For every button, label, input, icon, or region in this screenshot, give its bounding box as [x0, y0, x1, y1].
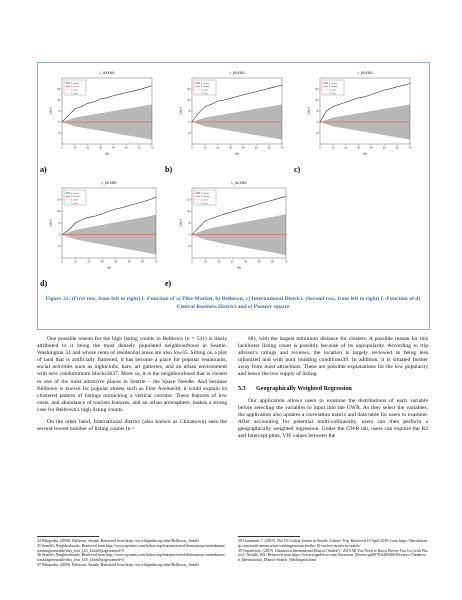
right-column — [238, 336, 428, 440]
legend-label: L_obs(r) — [71, 192, 80, 195]
x-tick-label: 50 — [127, 260, 131, 264]
figure-caption: Figure 21: (First row, from left to right) L-Function of a) Pike-Market, b) Belltown, c) International District. (Second row, from left to right) L-Function of d) Central Business District and e) Pioneer square — [45, 296, 421, 310]
panel-letter-d: d) — [40, 279, 48, 288]
left-column — [37, 336, 227, 433]
footnotes-right — [238, 536, 428, 563]
chart-a-svg — [48, 68, 156, 156]
y-tick-label: -5 — [57, 245, 60, 249]
legend-label: L_obs(r) — [329, 82, 338, 85]
y-tick-label: 15 — [187, 198, 190, 202]
x-tick-label: 70 — [150, 146, 154, 150]
legend-label: L_obs(r) — [201, 82, 210, 85]
y-tick-label: -5 — [187, 245, 190, 249]
y-tick-label: -5 — [187, 131, 190, 135]
legend-label: L_lo(r) — [329, 92, 336, 95]
chart-panel-c — [306, 68, 414, 156]
x-tick-label: 0 — [61, 260, 63, 264]
legend-label: L_theo(r) — [201, 196, 210, 199]
y-tick-label: 5 — [188, 221, 190, 225]
legend-label: L_lo(r) — [71, 92, 78, 95]
legend-label: L_theo(r) — [329, 86, 338, 89]
x-axis-label: dist — [236, 265, 242, 270]
panel-letter-b: b) — [165, 165, 173, 174]
x-axis-label: dist — [362, 151, 368, 156]
panel-letter-e: e) — [165, 279, 172, 288]
x-tick-label: 60 — [137, 146, 141, 150]
x-tick-label: 70 — [154, 260, 158, 264]
x-tick-label: 60 — [395, 146, 399, 150]
x-tick-label: 0 — [191, 260, 193, 264]
footnote: 35 Seattle's Neighborhoods. Retrieved from http://www.nytimes.com/fodors/top/features/travel/destinations/unitedstates/washingtonseattle/fdrs_feat_143_4.html?pagewanted=3 — [37, 543, 226, 553]
x-axis-label: dist — [104, 151, 110, 156]
x-tick-label: 20 — [86, 146, 90, 150]
legend-label: L_obs(r) — [201, 192, 210, 195]
footnote: 37 Wikipedia. (2009). Belltown, Seattle. Retrieved from https://en.wikipedia.org/wiki/Belltown,_Seattle — [37, 562, 200, 567]
x-axis-label: dist — [106, 265, 112, 270]
y-tick-label: 15 — [187, 87, 190, 91]
x-tick-label: 40 — [112, 146, 115, 150]
y-tick-label: 10 — [57, 98, 60, 102]
x-tick-label: 10 — [203, 146, 207, 150]
y-tick-label: 5 — [58, 221, 60, 225]
y-axis-label: L(d)-d — [48, 219, 53, 227]
x-tick-label: 70 — [280, 146, 284, 150]
x-tick-label: 10 — [73, 146, 77, 150]
y-tick-label: 5 — [316, 109, 318, 113]
chart-panel-b — [178, 68, 286, 156]
legend-label: L_lo(r) — [201, 92, 208, 95]
x-tick-label: 60 — [271, 260, 274, 264]
x-tick-label: 70 — [408, 146, 412, 150]
section-title: Geographically Weighted Regression — [256, 385, 352, 392]
x-tick-label: 30 — [357, 146, 360, 150]
legend-label: L_lo(r) — [201, 202, 208, 205]
legend-label: L_theo(r) — [71, 86, 80, 89]
x-tick-label: 50 — [254, 146, 258, 150]
panel-letter-a: a) — [40, 165, 47, 174]
legend-label: L_lo(r) — [71, 202, 78, 205]
body-paragraph: Our application allows users to examine the distributions of each variable before selecting the variables to input into the GWR. As they select the variables, the application also updates a correlation matrix and data table for users to examine. After accounting for potential multi-collinearity, users can then perform a geographically weighted regression. Under the GWR tab, users can explore the R2 and Intercept plots, VIF values between the — [238, 397, 428, 440]
x-tick-label: 10 — [204, 260, 207, 264]
x-tick-label: 50 — [382, 146, 386, 150]
y-tick-label: 10 — [187, 210, 190, 214]
chart-panel-d — [48, 178, 160, 270]
chart-e-svg — [178, 178, 290, 270]
chart-panel-e — [178, 178, 290, 270]
y-tick-label: 0 — [316, 120, 318, 124]
x-tick-label: 40 — [242, 146, 245, 150]
x-tick-label: 30 — [230, 260, 234, 264]
y-tick-label: 15 — [57, 87, 60, 91]
chart-title: L_IM-KNN — [229, 71, 245, 75]
x-tick-label: 20 — [344, 146, 348, 150]
x-tick-label: 0 — [61, 146, 63, 150]
y-axis-label: L(d)-d — [178, 107, 183, 115]
footnote: 38 Grambush, J. (2019). The 10 Coolest Streets in Seattle. Culture Trip. Retrieved 10 April 2019, from https://theculturetrip.com/north-america/usa/washington/articles/the-10-coolest-streets-in-seattle/ — [238, 539, 428, 548]
legend-label: L_hi(r) — [329, 89, 336, 92]
x-tick-label: 20 — [217, 260, 221, 264]
y-axis-label: L(d)-d — [178, 219, 183, 227]
x-tick-label: 70 — [284, 260, 288, 264]
y-tick-label: 0 — [188, 233, 190, 237]
x-tick-label: 60 — [141, 260, 144, 264]
x-tick-label: 20 — [87, 260, 91, 264]
legend-label: L_theo(r) — [201, 86, 210, 89]
x-tick-label: 50 — [257, 260, 261, 264]
x-tick-label: 30 — [99, 146, 102, 150]
body-paragraph: One possible reason for the high listing counts in Belltown (n = 541) is likely attributed to it being the most densely populated neighbourhood in Seattle, Washington 34 and whose rents of residential areas are also low35. Sitting on a plot of land that is artificially flattened, it has become a place for popular restaurants, social activities such as nightclubs, bars, art galleries, and an urban environment with new condominium blocks3637. More so, it is the neighbourhood that is closest to one of the most attractive places in Seattle – the Space Needle. And because Belltown is known for popular streets such as First Avenue38, it could explain its clustered pattern of listings mimicking a vertical corridor. These features of low costs, and abundance of tourists features, and an urban atmosphere, makes a strong case for Belltown's high listing counts. — [37, 336, 227, 413]
footnote: 36 Seattle's Neighborhoods. Retrieved from http://www.nytimes.com/fodors/top/features/travel/destinations/unitedstates/washingtonseattle/fdrs_feat_143_4.html?pagewanted=3 — [37, 553, 226, 563]
chart-d-svg — [48, 178, 160, 270]
x-tick-label: 40 — [114, 260, 118, 264]
x-tick-label: 40 — [370, 146, 373, 150]
y-axis-label: L(d)-d — [306, 107, 311, 115]
x-tick-label: 0 — [319, 146, 321, 150]
y-tick-label: 10 — [187, 98, 190, 102]
y-tick-label: 15 — [315, 87, 318, 91]
section-number: 5.3 — [238, 385, 246, 392]
legend-label: L_obs(r) — [71, 82, 80, 85]
chart-panel-a — [48, 68, 156, 156]
legend-label: L_hi(r) — [201, 89, 208, 92]
x-tick-label: 50 — [124, 146, 128, 150]
x-tick-label: 30 — [100, 260, 104, 264]
x-tick-label: 10 — [74, 260, 77, 264]
y-tick-label: 0 — [188, 120, 190, 124]
y-tick-label: 15 — [57, 198, 60, 202]
y-tick-label: -5 — [57, 131, 60, 135]
legend-label: L_hi(r) — [201, 199, 208, 202]
y-tick-label: -5 — [315, 131, 318, 135]
y-axis-label: L(d)-d — [48, 107, 53, 115]
footnote: 34 Wikipedia. (2009). Belltown, Seattle. Retrieved from https://en.wikipedia.org/wiki/Belltown,_Seattle — [37, 539, 200, 543]
y-tick-label: 5 — [58, 109, 60, 113]
chart-title: L_IM-KNN — [99, 71, 115, 75]
y-tick-label: 0 — [58, 233, 60, 237]
chart-title: L_IM-KNN — [231, 181, 247, 185]
section-heading — [238, 386, 428, 393]
body-paragraph: 68), with the largest minimum distance for clusters. A possible reason for this lackluster listing count is possibly because of its unpopularity. According to trip advisor's ratings and reviews, the location is largely reviewed as being less urbanized and with poor building conditions39. In addition, it is situated further away from most attractions. These are possible explanations for the low popularity and hence the low supply of listing. — [238, 336, 428, 378]
chart-c-svg — [306, 68, 414, 156]
chart-title: L_IM-KNN — [357, 71, 373, 75]
x-tick-label: 60 — [267, 146, 271, 150]
body-paragraph: On the other hand, International district (also known as Chinatown) sees the second lowest number of listing counts (n = — [37, 419, 227, 433]
footnotes-left — [37, 536, 227, 568]
chart-title: L_IM-KNN — [101, 181, 117, 185]
footnote: 39 Tripadvisor. (2019). Chinatown International District (Seattle) - 2019 All You Need to Know Before You Go (with Photos) - Seattle, WA. Retrieved from https://www.tripadvisor.com/Attraction_Review-g60878-d269460-Reviews-Chinatown_International_District-Seattle_Washington.html — [238, 548, 428, 563]
x-tick-label: 40 — [244, 260, 248, 264]
x-tick-label: 10 — [331, 146, 335, 150]
legend-label: L_hi(r) — [71, 89, 78, 92]
y-tick-label: 10 — [57, 210, 60, 214]
y-tick-label: 0 — [58, 120, 60, 124]
y-tick-label: 5 — [188, 109, 190, 113]
x-tick-label: 30 — [229, 146, 232, 150]
legend-label: L_hi(r) — [71, 199, 78, 202]
legend-label: L_theo(r) — [71, 196, 80, 199]
footnote-rule — [238, 536, 300, 537]
x-tick-label: 0 — [191, 146, 193, 150]
chart-b-svg — [178, 68, 286, 156]
y-tick-label: 10 — [315, 98, 318, 102]
panel-letter-c: c) — [294, 165, 301, 174]
footnote-rule — [37, 536, 99, 537]
x-axis-label: dist — [234, 151, 240, 156]
x-tick-label: 20 — [216, 146, 220, 150]
